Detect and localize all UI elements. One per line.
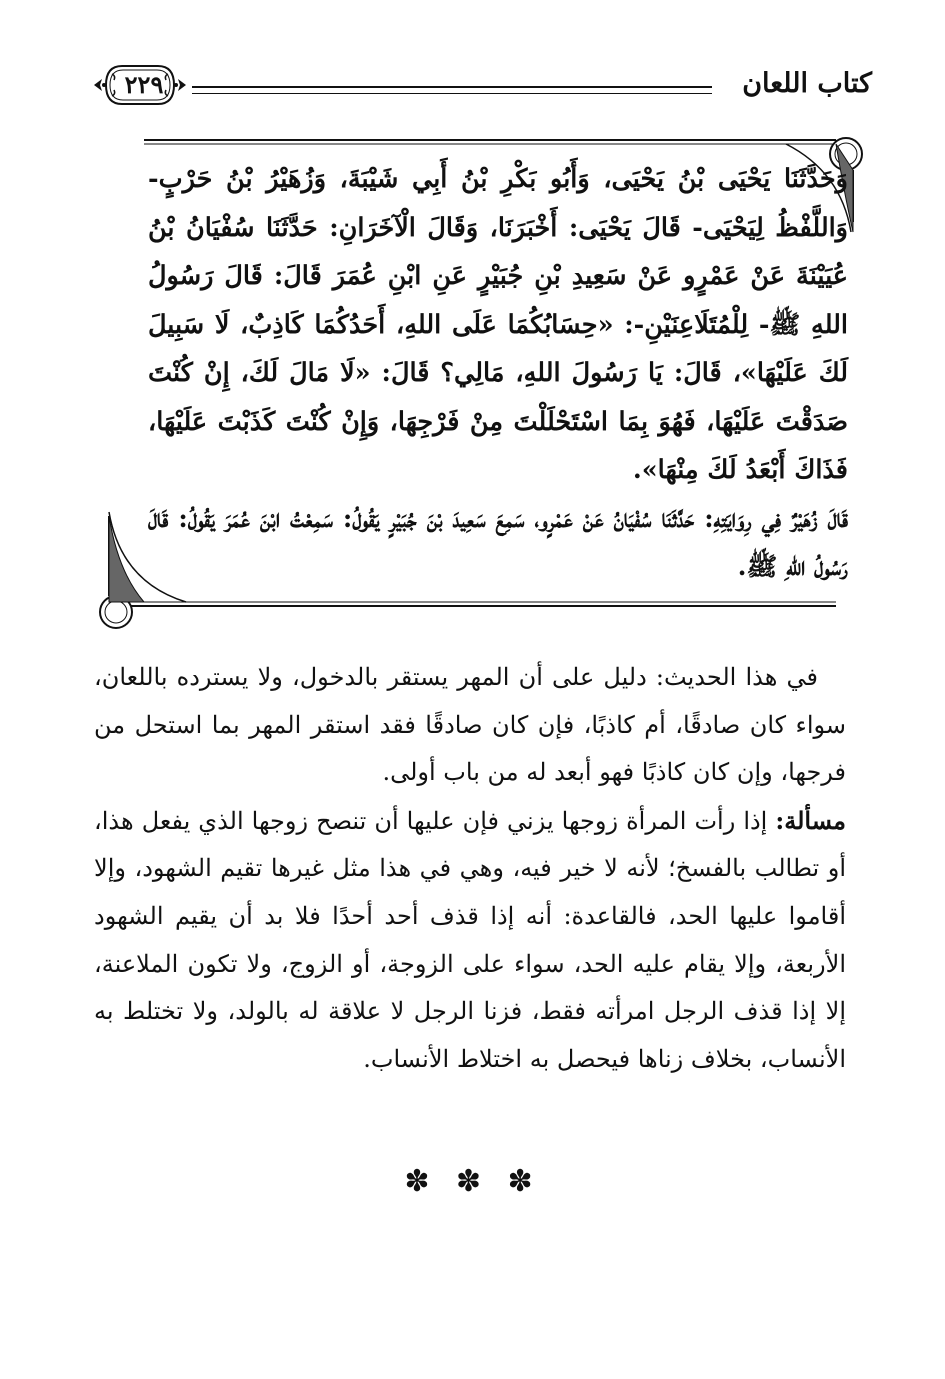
commentary-text xyxy=(94,654,846,1083)
book-title: كتاب اللعان xyxy=(742,68,872,99)
issue-paragraph xyxy=(94,797,846,1084)
page-number: ٢٢٩ xyxy=(124,70,164,99)
section-separator-icon: ✽ ✽ ✽ xyxy=(404,1164,541,1199)
page-number-badge xyxy=(92,62,188,108)
hadith-paragraph: وَحَدَّثَنَا يَحْيَى بْنُ يَحْيَى، وَأَبُو بَكْرِ بْنُ أَبِي شَيْبَةَ، وَزُهَيْرُ بْنُ حَرْبٍ- وَاللَّفْظُ لِيَحْيَى- قَالَ يَحْيَى: أَخْبَرَنَا، وَقَالَ الْآخَرَانِ: حَدَّثَنَا سُفْيَانُ بْنُ عُيَيْنَةَ عَنْ عَمْرٍو عَنْ سَعِيدِ بْنِ جُبَيْرٍ عَنِ ابْنِ عُمَرَ قَالَ: قَالَ رَسُولُ اللهِ ﷺ- لِلْمُتَلَاعِنَيْنِ-: «حِسَابُكُمَا عَلَى اللهِ، أَحَدُكُمَا كَاذِبٌ، لَا سَبِيلَ لَكَ عَلَيْهَا»، قَالَ: يَا رَسُولَ اللهِ، مَالِي؟ قَالَ: «لَا مَالَ لَكَ، إِنْ كُنْتَ صَدَقْتَ عَلَيْهَا، فَهُوَ بِمَا اسْتَحْلَلْتَ مِنْ فَرْجِهَا، وَإِنْ كُنْتَ كَذَبْتَ عَلَيْهَا، فَذَاكَ أَبْعَدُ لَكَ مِنْهَا». xyxy=(148,164,848,485)
commentary-paragraph: في هذا الحديث: دليل على أن المهر يستقر بالدخول، ولا يسترده باللعان، سواء كان صادقًا، أم كاذبًا، فإن كان صادقًا فقد استقر المهر بما استحل من فرجها، وإن كان كاذبًا فهو أبعد له من باب أولى. xyxy=(94,663,846,787)
issue-label: مسألة: xyxy=(775,805,846,835)
issue-text: إذا رأت المرأة زوجها يزني فإن عليها أن تنصح زوجها الذي يفعل هذا، أو تطالب بالفسخ؛ لأنه لا خير فيه، وهي في هذا مثل غيرها تقيم الشهود، وإلا أقاموا عليها الحد، فالقاعدة: أنه إذا قذف أحد أحدًا فلا بد أن يقيم الشهود الأربعة، وإلا يقام عليه الحد، سواء على الزوجة، أو الزوج، ولا تكون الملاعنة، إلا إذا قذف الرجل امرأته فقط، فزنا الرجل لا علاقة له بالولد، ولا تختلط به الأنساب، بخلاف زناها فيحصل به اختلاط الأنساب. xyxy=(94,806,847,1073)
header-rule xyxy=(192,86,712,94)
hadith-text xyxy=(148,155,848,592)
hadith-paragraph: قَالَ زُهَيْرٌ فِي رِوَايَتِهِ: حَدَّثَنَا سُفْيَانُ عَنْ عَمْرٍو، سَمِعَ سَعِيدَ بْنَ جُبَيْرٍ يَقُولُ: سَمِعْتُ ابْنَ عُمَرَ يَقُولُ: قَالَ رَسُولُ اللهِ ﷺ. xyxy=(148,503,848,582)
page-header xyxy=(92,62,872,112)
